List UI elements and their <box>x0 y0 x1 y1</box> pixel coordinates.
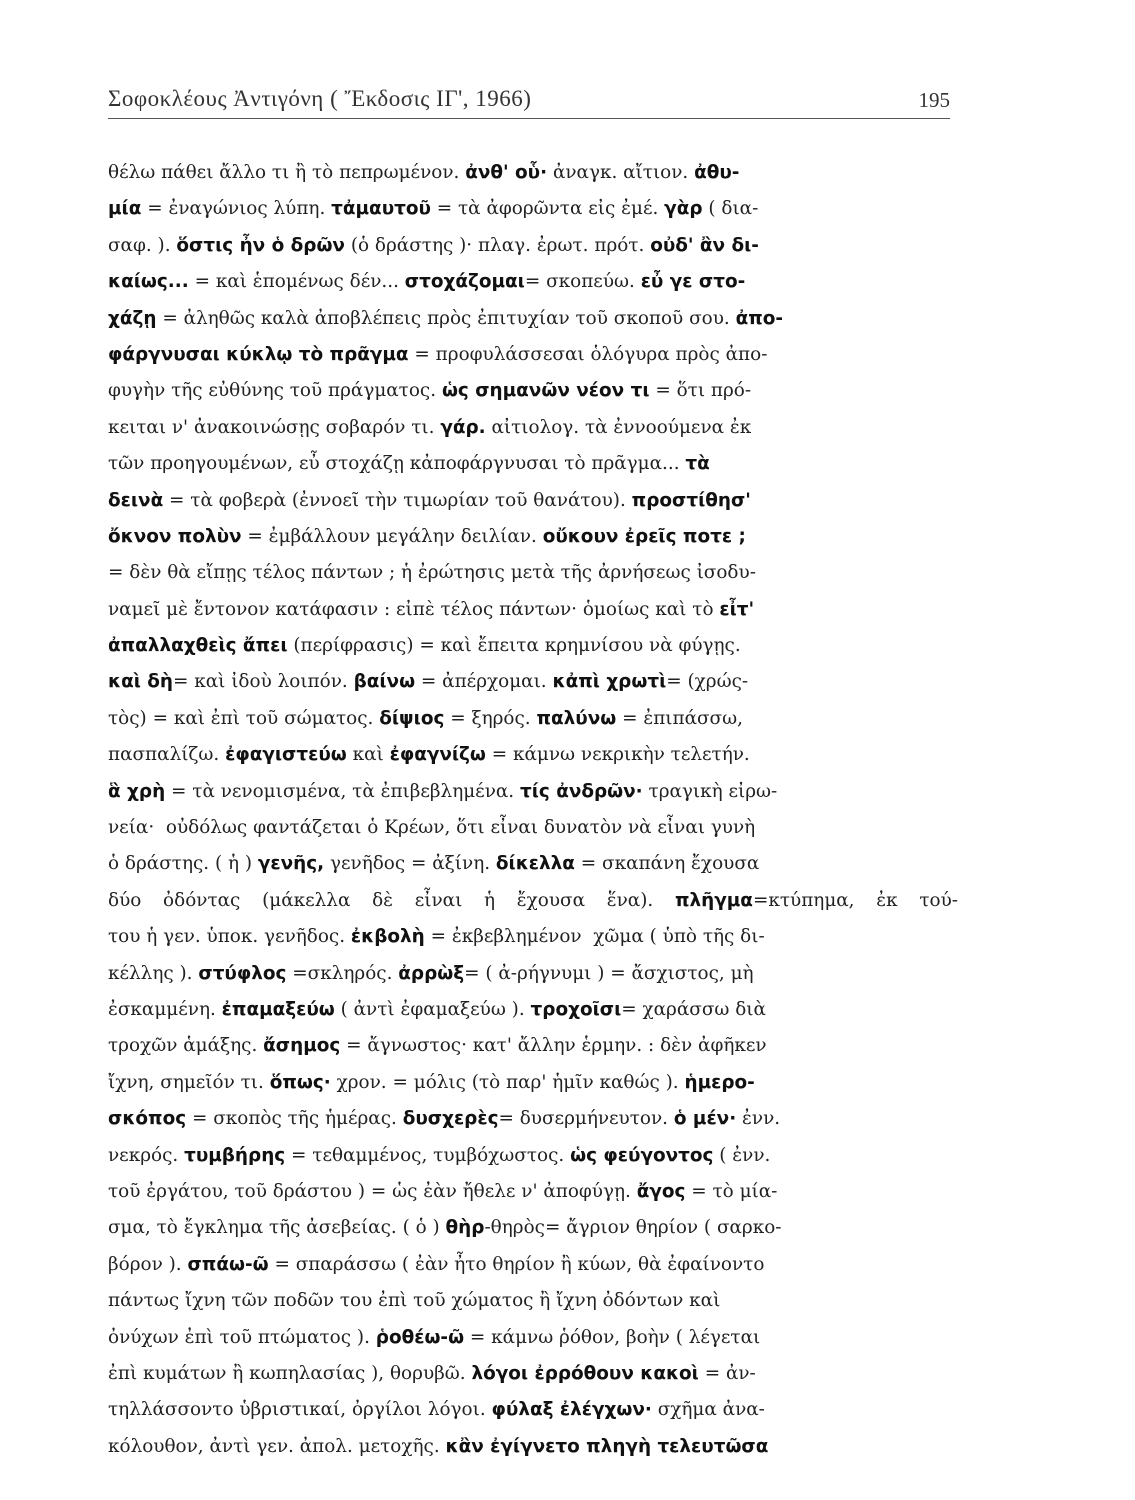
gloss-text: ( δια- <box>702 198 759 220</box>
text-line <box>108 1392 958 1428</box>
gloss-text: -θηρὸς= ἄγριον θηρίον ( σαρκο- <box>484 1217 782 1239</box>
headword: δίκελλα <box>495 853 575 875</box>
text-line <box>108 337 958 373</box>
headword: ἐφαγνίζω <box>389 744 486 766</box>
gloss-text: ἀναγκ. αἴτιον. <box>547 162 695 183</box>
text-line <box>108 519 958 555</box>
gloss-text: αἰτιολογ. τὰ ἐννοούμενα ἐκ <box>485 416 752 438</box>
gloss-text: = τὰ νενομισμένα, τὰ ἐπιβεβλημένα. <box>165 780 520 802</box>
headword: χάζῃ <box>108 307 157 329</box>
headword: γάρ. <box>440 416 486 438</box>
gloss-text: κειται ν' ἀνακοινώσῃς σοβαρόν τι. <box>108 416 441 438</box>
text-line <box>108 1028 958 1064</box>
headword: δίψιος <box>379 707 445 729</box>
text-line <box>108 301 958 337</box>
gloss-text: ἴχνη, σημεῖόν τι. <box>108 1071 270 1093</box>
gloss-text: ἐσκαμμένη. <box>108 998 222 1020</box>
text-line <box>108 1283 958 1319</box>
text-line <box>108 483 958 519</box>
headword: θὴρ <box>445 1217 485 1239</box>
gloss-text: = σκοπὸς τῆς ἡμέρας. <box>186 1108 403 1130</box>
headword: σπάω-ῶ <box>187 1253 269 1275</box>
running-head <box>108 82 950 119</box>
gloss-text: κέλλης ). <box>108 962 199 984</box>
gloss-text: (περίφρασις) = καὶ ἔπειτα κρημνίσου νὰ φύγῃς. <box>287 635 741 657</box>
gloss-text: ἐπὶ κυμάτων ἢ κωπηλασίας ), θορυβῶ. <box>108 1362 472 1384</box>
text-line <box>108 883 958 919</box>
text-line <box>108 956 958 992</box>
gloss-text: τοῦ ἐργάτου, τοῦ δράστου ) = ὡς ἐὰν ἤθελε ν' ἀποφύγῃ. <box>108 1180 637 1202</box>
text-line <box>108 846 958 882</box>
gloss-text: = κάμνω νεκρικὴν τελετήν. <box>485 744 750 766</box>
headword: προστίθησ' <box>631 489 751 511</box>
gloss-text: = ( ἀ-ρήγνυμι ) = ἄσχιστος, μὴ <box>464 962 754 984</box>
gloss-text: του ἡ γεν. ὑποκ. γενῆδος. <box>108 926 351 948</box>
headword: ἀρρὼξ <box>398 962 465 984</box>
headword: ἃ χρὴ <box>108 780 166 802</box>
headword: δεινὰ <box>108 489 164 511</box>
text-line <box>108 1101 958 1137</box>
glossary-text-block <box>108 155 958 1465</box>
gloss-text: = ὅτι πρό- <box>649 380 752 402</box>
headword: οὐδ' ἂν δι- <box>650 234 759 256</box>
headword: ἄσημος <box>263 1035 341 1057</box>
text-line <box>108 1320 958 1356</box>
text-line <box>108 1138 958 1174</box>
gloss-text: = χαράσσω διὰ <box>621 998 766 1020</box>
gloss-text: =σκληρός. <box>286 962 399 984</box>
headword: σκόπος <box>108 1108 187 1130</box>
gloss-text: τηλλάσσοντο ὑβριστικαί, ὀργίλοι λόγοι. <box>108 1399 492 1421</box>
text-line <box>108 1247 958 1283</box>
headword: στύφλος <box>198 962 287 984</box>
headword: ὄκνον πολὺν <box>108 525 242 547</box>
text-line <box>108 1210 958 1246</box>
gloss-text: = δὲν θὰ εἴπῃς τέλος πάντων ; ἡ ἐρώτησις μετὰ τῆς ἀρνήσεως ἰσοδυ- <box>108 562 756 584</box>
headword: τἀμαυτοῦ <box>331 198 431 220</box>
text-line <box>108 373 958 409</box>
text-line <box>108 228 958 264</box>
text-line <box>108 810 958 846</box>
text-line <box>108 555 958 591</box>
gloss-text: φυγὴν τῆς εὐθύνης τοῦ πράγματος. <box>108 380 442 402</box>
gloss-text: = τεθαμμένος, τυμβόχωστος. <box>285 1144 571 1166</box>
headword: γὰρ <box>664 198 703 220</box>
gloss-text: νεκρός. <box>108 1144 185 1166</box>
headword: ἡμερο- <box>684 1071 755 1093</box>
text-line <box>108 992 958 1028</box>
gloss-text: = ἐκβεβλημένον χῶμα ( ὑπὸ τῆς δι- <box>424 926 765 948</box>
headword: τροχοῖσι <box>530 998 622 1020</box>
headword: ἐφαγιστεύω <box>225 744 347 766</box>
headword: ἀπαλλαχθεὶς ἄπει <box>108 635 288 657</box>
gloss-text: = ἄγνωστος· κατ' ἄλλην ἑρμην. : δὲν ἀφῆκεν <box>340 1035 767 1057</box>
headword: φύλαξ ἐλέγχων· <box>491 1399 652 1421</box>
headword: πλῆγμα <box>674 889 753 911</box>
gloss-text: βόρον ). <box>108 1253 188 1275</box>
text-line <box>108 1429 958 1465</box>
gloss-text: τῶν προηγουμένων, εὖ στοχάζῃ κἀποφάργνυσαι τὸ πρᾶγμα... <box>108 453 686 475</box>
headword: λόγοι ἐρρόθουν κακοὶ <box>471 1362 699 1384</box>
gloss-text: ναμεῖ μὲ ἔντονον κατάφασιν : εἰπὲ τέλος πάντων· ὁμοίως καὶ τὸ <box>108 598 720 620</box>
text-line <box>108 664 958 700</box>
headword: ἀπο- <box>735 307 784 329</box>
gloss-text: τραγικὴ εἰρω- <box>642 780 778 802</box>
text-line <box>108 410 958 446</box>
running-head-title: Σοφοκλέους Ἀντιγόνη ( Ἔκδοσις ΙΓ', 1966) <box>108 86 532 111</box>
text-line <box>108 1065 958 1101</box>
gloss-text: = τὸ μία- <box>685 1180 778 1202</box>
headword: ῥοθέω-ῶ <box>375 1326 465 1348</box>
text-line <box>108 774 958 810</box>
gloss-text: σαφ. ). <box>108 234 177 256</box>
gloss-text: ὀνύχων ἐπὶ τοῦ πτώματος ). <box>108 1326 376 1348</box>
text-line <box>108 592 958 628</box>
headword: ἐπαμαξεύω <box>221 998 335 1020</box>
headword: ὅπως· <box>269 1071 331 1093</box>
gloss-text: νεία· οὐδόλως φαντάζεται ὁ Κρέων, ὅτι εἶναι δυνατὸν νὰ εἶναι γυνὴ <box>108 817 756 839</box>
text-line <box>108 628 958 664</box>
page-number: 195 <box>918 88 950 112</box>
gloss-text: ὁ δράστης. ( ἡ ) <box>108 853 258 875</box>
text-line <box>108 737 958 773</box>
headword: τυμβήρης <box>184 1144 286 1166</box>
text-line <box>108 919 958 955</box>
gloss-text: = ἀπέρχομαι. <box>415 671 553 693</box>
gloss-text: = κάμνω ῥόθον, βοὴν ( λέγεται <box>464 1326 761 1348</box>
headword: τὰ <box>685 453 710 475</box>
gloss-text: = ἐμβάλλουν μεγάλην δειλίαν. <box>241 525 543 547</box>
text-line <box>108 701 958 737</box>
gloss-text: = ἐναγώνιος λύπη. <box>141 198 332 220</box>
headword: γενῆς, <box>257 853 325 875</box>
gloss-text: κόλουθον, ἀντὶ γεν. ἀπολ. μετοχῆς. <box>108 1435 446 1457</box>
headword: παλύνω <box>536 707 617 729</box>
gloss-text: θέλω πάθει ἄλλο τι ἢ τὸ πεπρωμένον. <box>108 162 466 183</box>
gloss-text: = τὰ φοβερὰ (ἐννοεῖ τὴν τιμωρίαν τοῦ θανάτου). <box>163 489 632 511</box>
gloss-text: γενῆδος = ἀξίνη. <box>324 853 496 875</box>
text-line <box>108 1174 958 1210</box>
headword: ἄγος <box>636 1180 686 1202</box>
headword: ὡς σημανῶν νέον τι <box>441 380 650 402</box>
headword: οὔκουν ἐρεῖς ποτε ; <box>542 525 746 547</box>
headword: ὁ μέν· <box>673 1108 737 1130</box>
gloss-text: =κτύπημα, ἐκ τού- <box>752 889 958 911</box>
gloss-text: ( ἀντὶ ἐφαμαξεύω ). <box>334 998 531 1020</box>
text-line <box>108 155 958 191</box>
gloss-text: δύο ὀδόντας (μάκελλα δὲ εἶναι ἡ ἔχουσα ἕνα). <box>108 889 675 911</box>
headword: στοχάζομαι <box>404 271 525 293</box>
gloss-text: χρον. = μόλις (τὸ παρ' ἡμῖν καθώς ). <box>330 1071 685 1093</box>
headword: ὡς φεύγοντος <box>570 1144 714 1166</box>
headword: μία <box>108 198 142 220</box>
gloss-text: τὸς) = καὶ ἐπὶ τοῦ σώματος. <box>108 707 380 729</box>
gloss-text: ἐνν. <box>736 1108 781 1130</box>
headword: βαίνω <box>353 671 416 693</box>
gloss-text: σχῆμα ἀνα- <box>651 1399 765 1421</box>
gloss-text: = δυσερμήνευτον. <box>498 1108 674 1130</box>
headword: ὅστις ἦν ὁ δρῶν <box>176 234 345 256</box>
text-line <box>108 1356 958 1392</box>
headword: ἐκβολὴ <box>350 926 425 948</box>
gloss-text: = σπαράσσω ( ἐὰν ἦτο θηρίον ἢ κύων, θὰ ἐφαίνοντο <box>268 1253 765 1275</box>
gloss-text: καὶ <box>346 744 390 766</box>
gloss-text: = (χρώς- <box>666 671 749 693</box>
headword: εἶτ' <box>719 598 755 620</box>
headword: δυσχερὲς <box>402 1108 499 1130</box>
gloss-text: ( ἐνν. <box>713 1144 771 1166</box>
gloss-text: = σκοπεύω. <box>524 271 641 293</box>
gloss-text: = προφυλάσσεσαι ὁλόγυρα πρὸς ἀπο- <box>408 343 768 365</box>
gloss-text: = ξηρός. <box>444 707 537 729</box>
headword: κἂν ἐγίγνετο πληγὴ τελευτῶσα <box>445 1435 769 1457</box>
headword: καίως... <box>108 271 189 293</box>
gloss-text: = καὶ ἑπομένως δέν... <box>188 271 405 293</box>
gloss-text: = ἀν- <box>698 1362 756 1384</box>
headword: εὖ γε στο- <box>640 271 746 293</box>
gloss-text: = ἐπιπάσσω, <box>616 707 743 729</box>
headword: ἀθυ- <box>694 162 740 183</box>
gloss-text: (ὁ δράστης )· πλαγ. ἐρωτ. πρότ. <box>344 234 651 256</box>
headword: ἀνθ' οὗ· <box>465 162 548 183</box>
gloss-text: = τὰ ἀφορῶντα εἰς ἐμέ. <box>430 198 665 220</box>
gloss-text: = σκαπάνη ἔχουσα <box>574 853 760 875</box>
headword: κἀπὶ χρωτὶ <box>552 671 667 693</box>
gloss-text: = ἀληθῶς καλὰ ἀποβλέπεις πρὸς ἐπιτυχίαν τοῦ σκοποῦ σου. <box>156 307 736 329</box>
headword: φάργνυσαι κύκλῳ τὸ πρᾶγμα <box>108 343 409 365</box>
gloss-text: τροχῶν ἁμάξης. <box>108 1035 264 1057</box>
gloss-text: πάντως ἴχνη τῶν ποδῶν του ἐπὶ τοῦ χώματος ἢ ἴχνη ὀδόντων καὶ <box>108 1290 721 1312</box>
text-line <box>108 446 958 482</box>
gloss-text: = καὶ ἰδοὺ λοιπόν. <box>173 671 354 693</box>
headword: τίς ἀνδρῶν· <box>520 780 643 802</box>
gloss-text: σμα, τὸ ἔγκλημα τῆς ἀσεβείας. ( ὁ ) <box>108 1217 446 1239</box>
headword: καὶ δὴ <box>108 671 173 693</box>
gloss-text: πασπαλίζω. <box>108 744 226 766</box>
text-line <box>108 191 958 227</box>
text-line <box>108 264 958 300</box>
